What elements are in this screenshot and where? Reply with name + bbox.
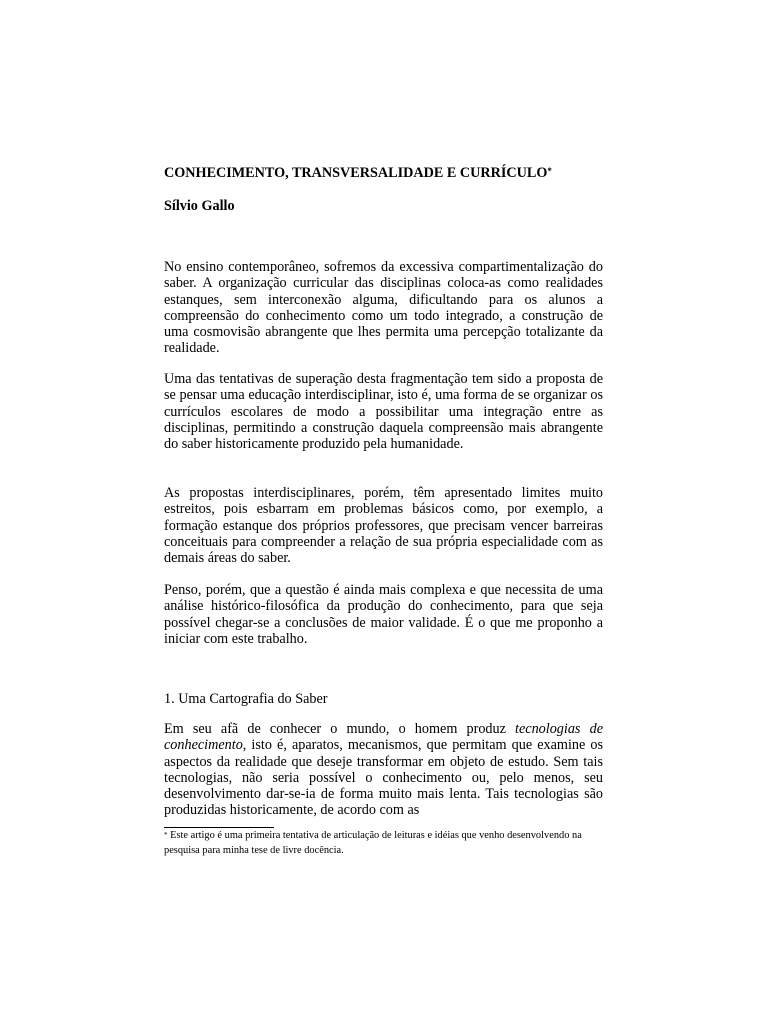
footnote-marker: * — [164, 831, 168, 839]
paragraph-3: As propostas interdisciplinares, porém, têm apresentado limites muito estreitos, pois esbarram em problemas básicos como, por exemplo, a formação estanque dos próprios professores, que precisam vencer barreiras conceituais para compreender a relação de sua própria especialidade com as demais áreas do saber. — [164, 485, 603, 567]
document-title — [164, 164, 603, 182]
footnote-divider — [164, 827, 274, 828]
section-paragraph-part2: , isto é, aparatos, mecanismos, que permitam que examine os aspectos da realidade que deseje transformar em objeto de estudo. Sem tais tecnologias, não seria possível o conhecimento ou, pelo menos, seu desenvolvimento dar-se-ia de forma muito mais lenta. Tais tecnologias são produzidas historicamente, de acordo com as — [164, 737, 603, 819]
paragraph-1: No ensino contemporâneo, sofremos da excessiva compartimentalização do saber. A organização curricular das disciplinas coloca-as como realidades estanques, sem interconexão alguma, dificultando para os alunos a compreensão do conhecimento como um todo integrado, a construção de uma cosmovisão abrangente que lhes permita uma percepção totalizante da realidade. — [164, 259, 603, 357]
footnote-text: Este artigo é uma primeira tentativa de articulação de leituras e idéias que venho desenvolvendo na pesquisa para minha tese de livre docência. — [164, 830, 582, 856]
section-paragraph-italic-term: tecnologias de conhecimento — [164, 721, 603, 754]
paragraph-4: Penso, porém, que a questão é ainda mais complexa e que necessita de uma análise histórico-filosófica da produção do conhecimento, para que seja possível chegar-se a conclusões de maior validade. É o que me proponho a iniciar com este trabalho. — [164, 582, 603, 647]
paragraph-2: Uma das tentativas de superação desta fragmentação tem sido a proposta de se pensar uma educação interdisciplinar, isto é, uma forma de se organizar os currículos escolares de modo a possibilitar uma integração entre as disciplinas, permitindo a construção daquela compreensão mais abrangente do saber historicamente produzido pela humanidade. — [164, 371, 603, 453]
section-paragraph-part1: Em seu afã de conhecer o mundo, o homem produz — [164, 721, 516, 737]
footnote — [164, 829, 603, 858]
title-text: CONHECIMENTO, TRANSVERSALIDADE E CURRÍCULO — [164, 165, 548, 181]
author-name: Sílvio Gallo — [164, 198, 235, 214]
document-page — [164, 0, 603, 1024]
title-footnote-marker: * — [547, 166, 552, 176]
section-heading: 1. Uma Cartografia do Saber — [164, 691, 328, 707]
section-paragraph — [164, 721, 603, 819]
